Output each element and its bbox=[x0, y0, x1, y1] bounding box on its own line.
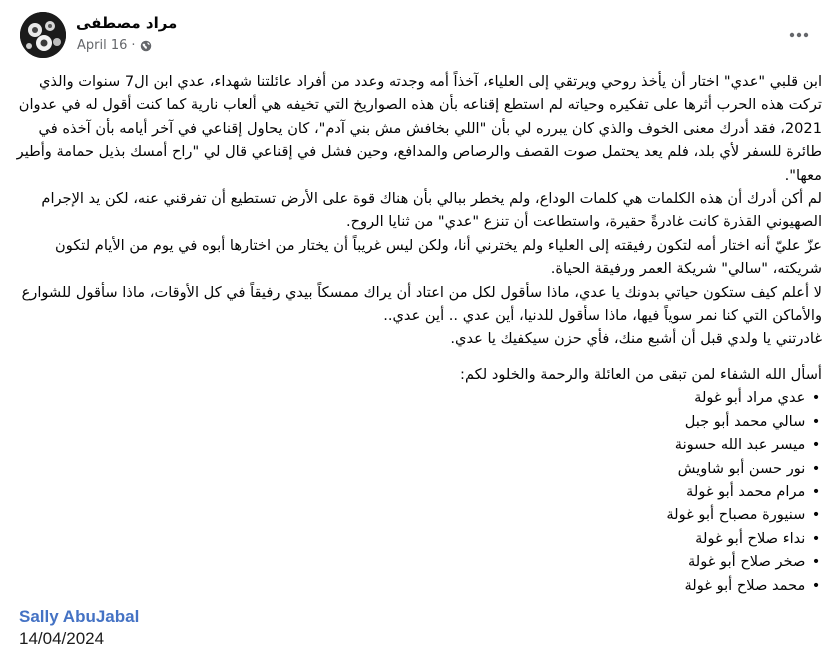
post-body bbox=[14, 70, 822, 597]
avatar-image-icon bbox=[20, 12, 66, 58]
list-item-text: صخر صلاح أبو غولة bbox=[687, 553, 806, 571]
paragraph-gap bbox=[14, 351, 822, 363]
list-item bbox=[14, 433, 822, 456]
list-item-text: محمد صلاح أبو غولة bbox=[684, 576, 806, 594]
list-bullet: • bbox=[811, 576, 821, 594]
list-item-text: سالي محمد أبو جبل bbox=[684, 412, 806, 430]
list-item-text: نداء صلاح أبو غولة bbox=[695, 529, 806, 547]
list-item-text: نور حسن أبو شاويش bbox=[677, 459, 806, 477]
post-paragraph-4: لا أعلم كيف ستكون حياتي بدونك يا عدي، ماذا سأقول لكل من اعتاد أن يراك ممسكاً بيدي رفيقاً في كل الأوقات، ماذا سأقول للشوارع والأماكن التي كنا نمر سوياً فيها، ماذا سأقول للدنيا، أين عدي .. أين عدي.. bbox=[21, 283, 822, 325]
closing-line: أسأل الله الشفاء لمن تبقى من العائلة والرحمة والخلود لكم: bbox=[460, 365, 822, 383]
list-bullet: • bbox=[811, 506, 821, 524]
list-item bbox=[14, 527, 822, 550]
list-item bbox=[14, 386, 822, 409]
post-header bbox=[20, 12, 820, 58]
list-item-text: مرام محمد أبو غولة bbox=[686, 482, 806, 500]
post-date[interactable]: April 16 bbox=[77, 38, 128, 53]
list-bullet: • bbox=[811, 553, 821, 571]
signature-name: Sally AbuJabal bbox=[19, 607, 140, 626]
more-dots-icon bbox=[789, 32, 809, 38]
list-item-text: ميسر عبد الله حسونة bbox=[674, 436, 806, 454]
list-bullet: • bbox=[811, 482, 821, 500]
post-paragraph-1: ابن قلبي "عدي" اختار أن يأخذ روحي ويرتقي إلى العلياء، آخذاً أمه وجدته وعدد من أفراد عائلتنا شهداء، عدي ابن ال7 سنوات والذي تركت هذه الحرب أثرها على تفكيره وحياته لم استطع إقناعه بأن هذه الصواريخ التي تخيفه هي ألعاب نارية كما كنت أقول له في عدوان 2021، فقد أدرك معنى الخوف والذي كان يبرره لي بأن "اللي بخافش مش بني آدم"، كان يحاول إقناعي في آخر أيامه بأن آخذه في طائرة للسفر لأي بلد، فلم يعد يحتمل صوت القصف والرصاص والمدافع، وحين فشل في إقناعي قال لي "راح أمسك بذيل حمامة وأطير معها". bbox=[16, 73, 822, 184]
names-list bbox=[14, 386, 822, 597]
list-item bbox=[14, 503, 822, 526]
list-item bbox=[14, 457, 822, 480]
globe-icon bbox=[140, 40, 152, 52]
list-bullet: • bbox=[811, 436, 821, 454]
signature-date: 14/04/2024 bbox=[19, 629, 105, 648]
more-options-button[interactable] bbox=[784, 20, 814, 50]
list-item bbox=[14, 480, 822, 503]
list-item-text: سنيورة مصباح أبو غولة bbox=[666, 506, 806, 524]
list-bullet: • bbox=[811, 529, 821, 547]
author-name[interactable]: مراد مصطفى bbox=[76, 14, 178, 32]
list-bullet: • bbox=[811, 389, 821, 407]
signature-block bbox=[19, 606, 139, 650]
list-item-text: عدي مراد أبو غولة bbox=[694, 389, 806, 407]
list-item bbox=[14, 410, 822, 433]
meta-separator: · bbox=[131, 38, 136, 53]
post-paragraph-2: لم أكن أدرك أن هذه الكلمات هي كلمات الوداع، ولم يخطر ببالي بأن هناك قوة على الأرض تستطيع أن تفرقني عنه، لكن يد الإجرام الصهيوني القذرة كانت غادرةً حقيرة، واستطاعت أن تنزع "عدي" من ثنايا الروح. bbox=[41, 190, 822, 231]
post-paragraph-5: غادرتني يا ولدي قبل أن أشبع منك، فأي حزن سيكفيك يا عدي. bbox=[450, 330, 822, 348]
post-meta bbox=[77, 38, 152, 53]
list-item bbox=[14, 574, 822, 597]
list-bullet: • bbox=[811, 459, 821, 477]
avatar[interactable] bbox=[20, 12, 66, 58]
post-paragraph-3: عزّ عليّ أنه اختار أمه لتكون رفيقته إلى العلياء ولم يخترني أنا، ولكن ليس غريباً أن يختار من اختارها أبوه في يوم من الأيام لتكون شريكته، "سالي" شريكة العمر ورفيقة الحياة. bbox=[54, 236, 822, 278]
list-item bbox=[14, 550, 822, 573]
list-bullet: • bbox=[811, 412, 821, 430]
